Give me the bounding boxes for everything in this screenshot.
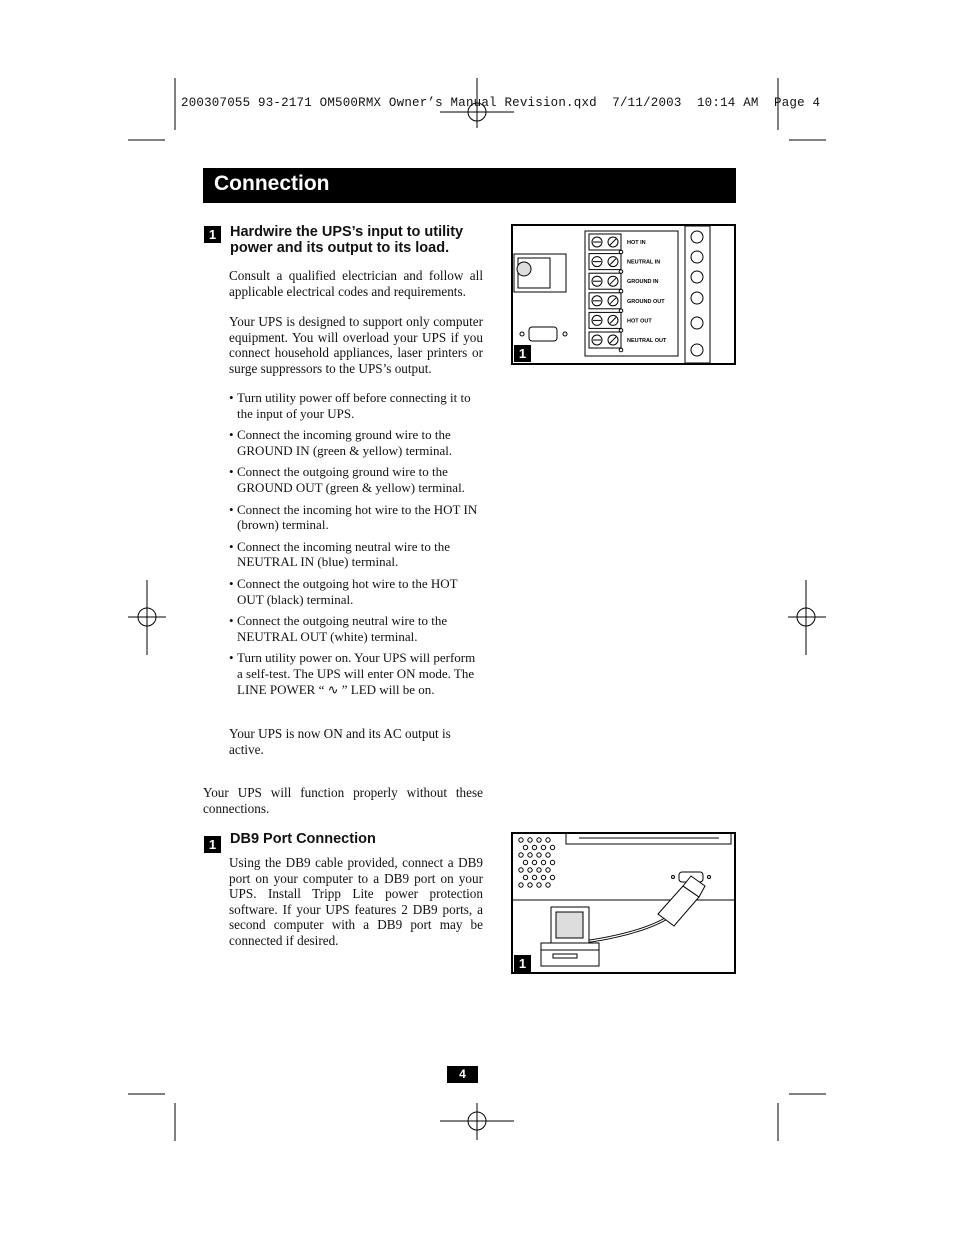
terminal-row <box>589 293 665 313</box>
db9-connection-illustration <box>513 834 734 972</box>
terminal-label: HOT IN <box>627 240 646 246</box>
step-badge: 1 <box>204 836 221 853</box>
instruction-list <box>229 390 483 703</box>
section-heading: Hardwire the UPS’s input to utility power and its output to its load. <box>230 224 464 256</box>
list-item: • Connect the incoming ground wire to the GROUND IN (green & yellow) terminal. <box>229 427 483 458</box>
paragraph: Using the DB9 cable provided, connect a DB9 port on your computer to a DB9 port on your UPS. Install Tripp Lite power protection software. If your UPS features 2 DB9 ports, a second computer with a DB9 port may be connected if desired. <box>229 855 483 948</box>
terminal-row <box>589 254 660 274</box>
paragraph: Your UPS is now ON and its AC output is active. <box>229 726 451 757</box>
terminal-row <box>589 312 652 332</box>
list-item: • Turn utility power on. Your UPS will perform a self-test. The UPS will enter ON mode. The LINE POWER “ ∿ ” LED will be on. <box>229 650 483 697</box>
section-heading: DB9 Port Connection <box>230 831 376 847</box>
figure-badge: 1 <box>514 345 531 362</box>
file-header-line: 200307055 93-2171 OM500RMX Owner’s Manual Revision.qxd 7/11/2003 10:14 AM Page 4 <box>181 96 821 110</box>
paragraph: Consult a qualified electrician and follow all applicable electrical codes and requirements. <box>229 268 483 299</box>
page-number: 4 <box>447 1066 478 1083</box>
terminal-block-illustration <box>513 226 734 363</box>
terminal-row <box>589 332 667 352</box>
note-text: Your UPS will function properly without these connections. <box>203 785 483 816</box>
step-badge: 1 <box>204 226 221 243</box>
terminal-row <box>589 273 659 293</box>
list-item: • Connect the outgoing ground wire to the GROUND OUT (green & yellow) terminal. <box>229 464 483 495</box>
list-item: • Connect the outgoing neutral wire to the NEUTRAL OUT (white) terminal. <box>229 613 483 644</box>
list-item: • Connect the outgoing hot wire to the HOT OUT (black) terminal. <box>229 576 483 607</box>
terminal-row <box>589 234 646 254</box>
db9-connection-figure <box>511 832 736 974</box>
list-item: • Connect the incoming hot wire to the HOT IN (brown) terminal. <box>229 502 483 533</box>
terminal-block-figure <box>511 224 736 365</box>
paragraph: Your UPS is designed to support only computer equipment. You will overload your UPS if you connect household appliances, laser printers or surge suppressors to the UPS’s output. <box>229 314 483 376</box>
terminal-label: GROUND IN <box>627 279 659 286</box>
list-item: • Connect the incoming neutral wire to the NEUTRAL IN (blue) terminal. <box>229 539 483 570</box>
terminal-label: NEUTRAL OUT <box>627 338 667 344</box>
page-title: Connection <box>214 172 330 195</box>
figure-badge: 1 <box>514 955 531 972</box>
terminal-label: HOT OUT <box>627 318 652 325</box>
terminal-label: NEUTRAL IN <box>627 259 661 266</box>
terminal-label: GROUND OUT <box>627 298 665 305</box>
list-item: • Turn utility power off before connecting it to the input of your UPS. <box>229 390 483 421</box>
